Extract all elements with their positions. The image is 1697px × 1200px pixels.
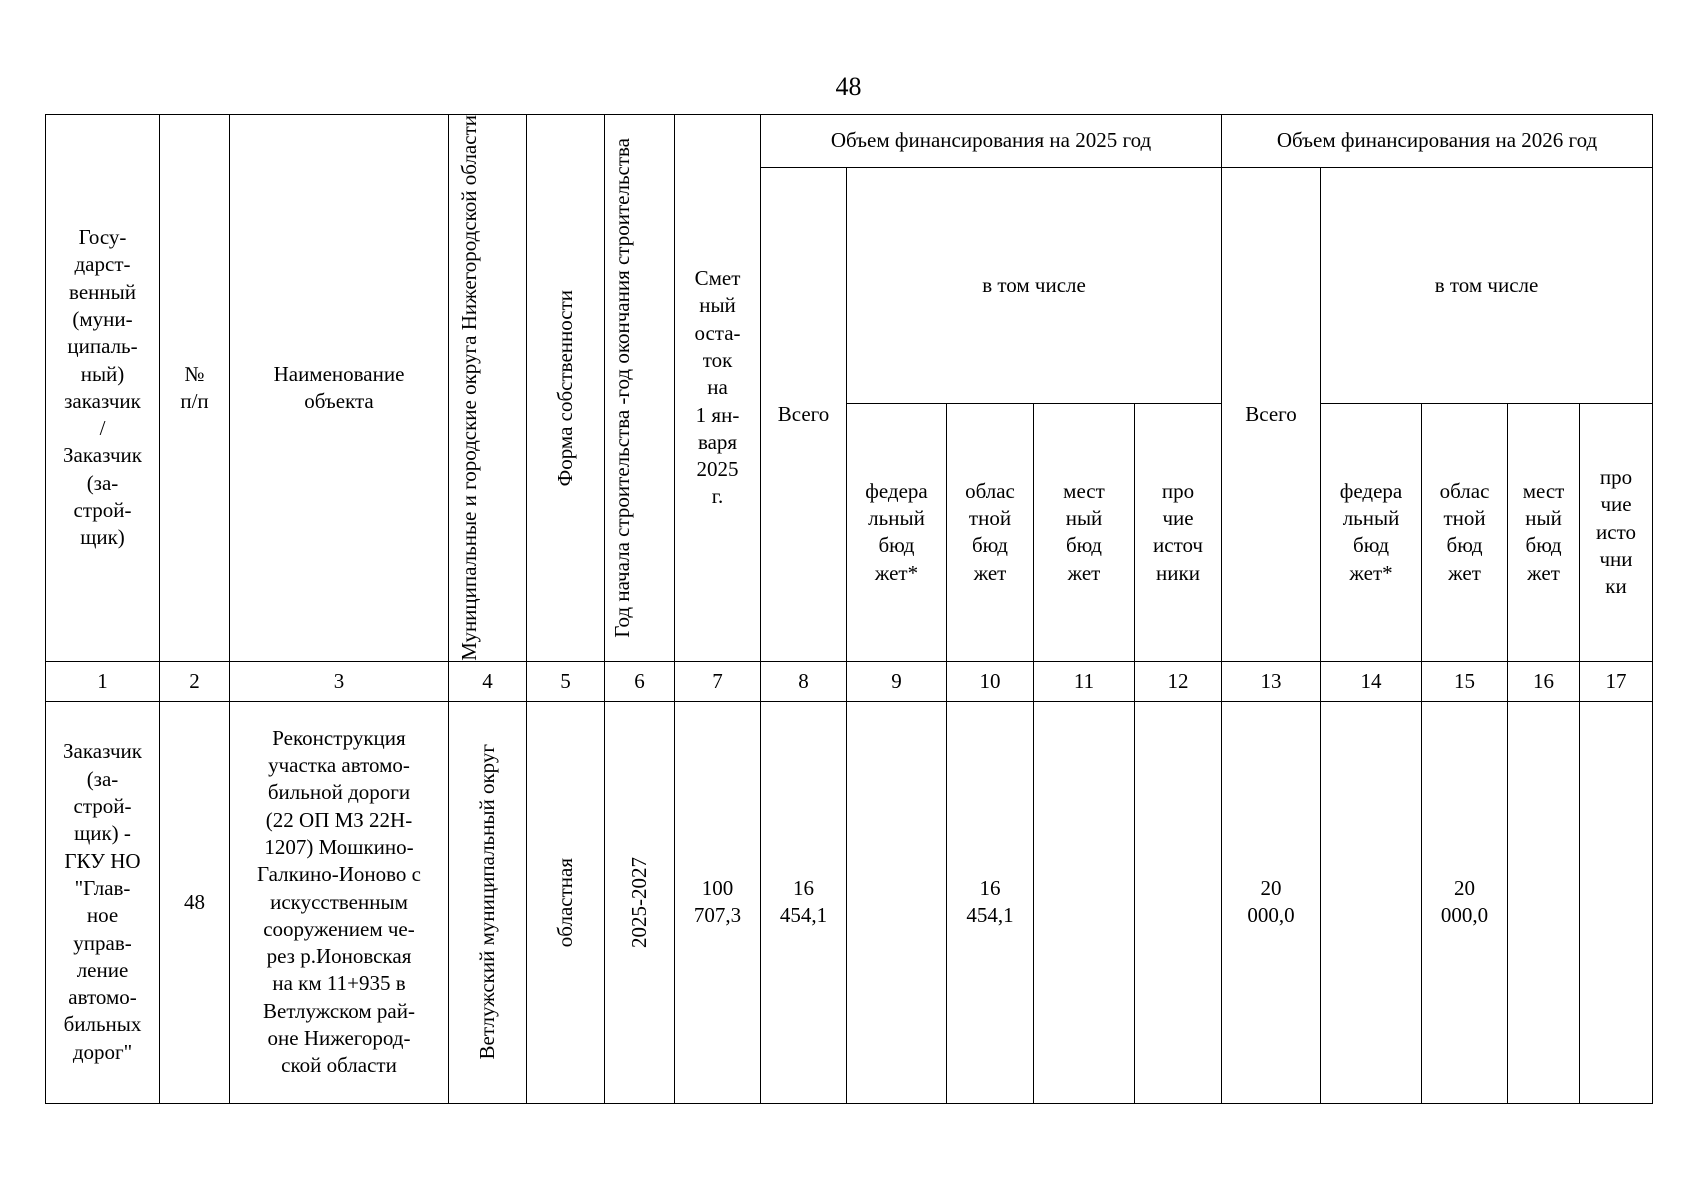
col-num: 7 — [675, 661, 761, 701]
page-number: 48 — [835, 72, 862, 101]
cell-ownership-text: областная — [552, 857, 577, 947]
header-total-2025: Всего — [761, 168, 847, 662]
cell-object-name: Реконструкция участка автомо- бильной дороги (22 ОП МЗ 22Н- 1207) Мошкино- Галкино-Ионово с искусственным сооружением че- рез р.Ионовская на км 11+935 в Ветлужском рай- оне Нижегород- ской области — [230, 701, 449, 1103]
cell-regional-2026: 20 000,0 — [1422, 701, 1508, 1103]
header-total-2026: Всего — [1222, 168, 1321, 662]
header-object-name: Наименование объекта — [230, 115, 449, 662]
cell-other-2026 — [1580, 701, 1653, 1103]
header-customer: Госу- дарст- венный (муни- ципаль- ный) заказчик / Заказчик (за- строй- щик) — [46, 115, 160, 662]
header-row-1 — [46, 115, 1653, 168]
col-num: 11 — [1034, 661, 1135, 701]
col-num: 8 — [761, 661, 847, 701]
column-numbers-row — [46, 661, 1653, 701]
col-num: 17 — [1580, 661, 1653, 701]
header-remainder: Смет ный оста- ток на 1 ян- варя 2025 г. — [675, 115, 761, 662]
header-years-text: Год начала строительства -год окончания строительства — [609, 137, 634, 638]
cell-years — [605, 701, 675, 1103]
cell-district-text: Ветлужский муниципальный округ — [474, 744, 499, 1060]
col-num: 12 — [1135, 661, 1222, 701]
header-local-2025: мест ный бюд жет — [1034, 403, 1135, 661]
header-other-2026: про чие исто чни ки — [1580, 403, 1653, 661]
table-row — [46, 701, 1653, 1103]
cell-customer: Заказчик (за- строй- щик) - ГКУ НО "Глав- ное управ- ление автомо- бильных дорог" — [46, 701, 160, 1103]
cell-total-2026: 20 000,0 — [1222, 701, 1321, 1103]
cell-total-2025: 16 454,1 — [761, 701, 847, 1103]
header-number: № п/п — [160, 115, 230, 662]
header-fin-2025: Объем финансирования на 2025 год — [761, 115, 1222, 168]
header-district-text: Муниципальные и городские округа Нижегородской области — [456, 115, 481, 661]
cell-federal-2026 — [1321, 701, 1422, 1103]
header-federal-2026: федера льный бюд жет* — [1321, 403, 1422, 661]
cell-local-2026 — [1508, 701, 1580, 1103]
cell-ownership — [527, 701, 605, 1103]
col-num: 2 — [160, 661, 230, 701]
col-num: 1 — [46, 661, 160, 701]
header-regional-2025: облас тной бюд жет — [947, 403, 1034, 661]
cell-years-text: 2025-2027 — [626, 856, 651, 948]
cell-regional-2025: 16 454,1 — [947, 701, 1034, 1103]
col-num: 5 — [527, 661, 605, 701]
header-fin-2026: Объем финансирования на 2026 год — [1222, 115, 1653, 168]
header-district — [449, 115, 527, 662]
col-num: 14 — [1321, 661, 1422, 701]
col-num: 10 — [947, 661, 1034, 701]
cell-local-2025 — [1034, 701, 1135, 1103]
header-other-2025: про чие источ ники — [1135, 403, 1222, 661]
header-incl-2025: в том числе — [847, 168, 1222, 404]
col-num: 16 — [1508, 661, 1580, 701]
cell-district — [449, 701, 527, 1103]
cell-remainder: 100 707,3 — [675, 701, 761, 1103]
cell-federal-2025 — [847, 701, 947, 1103]
col-num: 3 — [230, 661, 449, 701]
col-num: 9 — [847, 661, 947, 701]
header-local-2026: мест ный бюд жет — [1508, 403, 1580, 661]
cell-number: 48 — [160, 701, 230, 1103]
header-ownership-text: Форма собственности — [552, 289, 577, 487]
cell-other-2025 — [1135, 701, 1222, 1103]
financing-table — [45, 114, 1653, 1104]
header-regional-2026: облас тной бюд жет — [1422, 403, 1508, 661]
col-num: 6 — [605, 661, 675, 701]
header-federal-2025: федера льный бюд жет* — [847, 403, 947, 661]
col-num: 4 — [449, 661, 527, 701]
col-num: 15 — [1422, 661, 1508, 701]
col-num: 13 — [1222, 661, 1321, 701]
header-ownership — [527, 115, 605, 662]
header-years — [605, 115, 675, 662]
header-incl-2026: в том числе — [1321, 168, 1653, 404]
